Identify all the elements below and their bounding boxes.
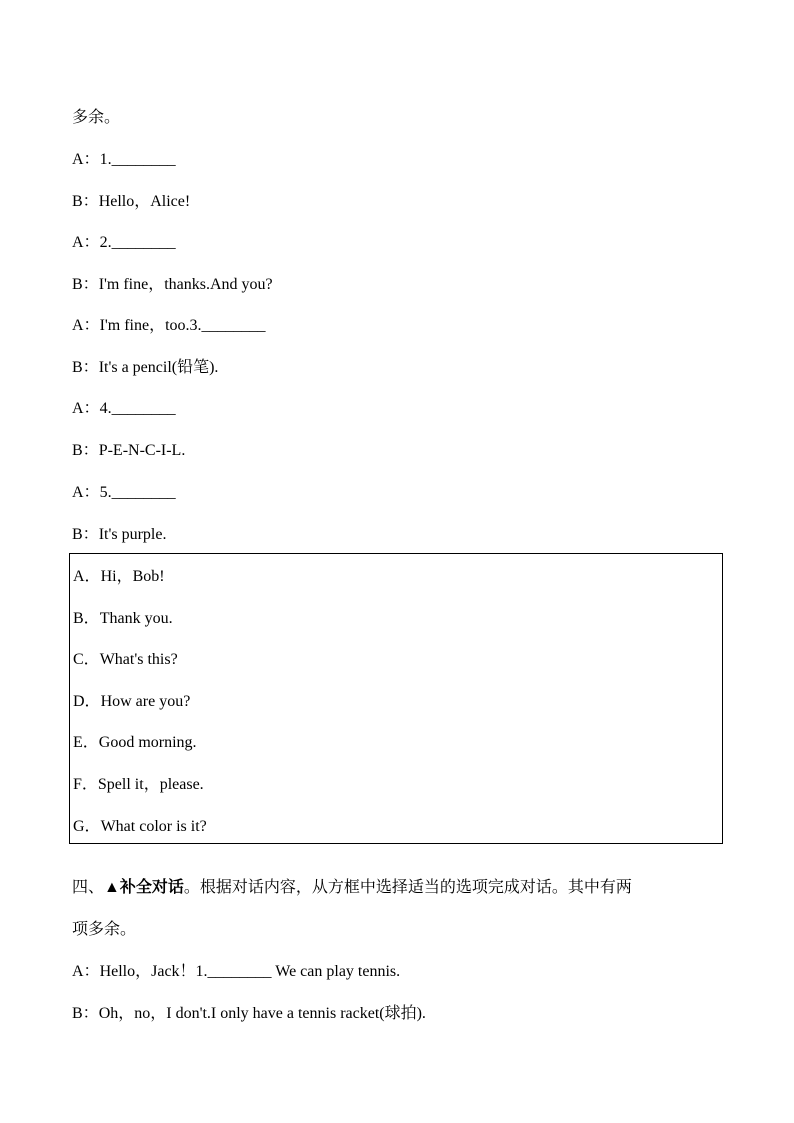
dialogue-line	[72, 358, 218, 378]
speaker-label: B：	[72, 526, 99, 543]
options-box	[69, 553, 723, 844]
section-heading	[72, 878, 632, 898]
option-letter: D．	[73, 693, 101, 710]
line-text: I'm fine，thanks.And you?	[98, 276, 273, 293]
option-text: What color is it?	[100, 818, 207, 835]
line-text: It's purple.	[98, 526, 167, 543]
option-item	[73, 775, 204, 795]
line-text: Hello，Alice!	[98, 193, 191, 210]
part3-tail: 多余。	[72, 109, 121, 126]
section-instruction-cont: 项多余。	[72, 921, 137, 938]
option-text: Hi，Bob!	[100, 568, 165, 585]
section-instruction: 。根据对话内容，从方框中选择适当的选项完成对话。其中有两	[183, 879, 632, 896]
option-letter: G．	[73, 818, 101, 835]
line-text: I'm fine，too.3.________	[99, 317, 266, 334]
dialogue-line	[72, 192, 190, 212]
speaker-label: B：	[72, 1005, 99, 1022]
line-text: Hello，Jack！1.________ We can play tennis.	[99, 963, 401, 980]
option-letter: C．	[73, 651, 100, 668]
line-text: It's a pencil(铅笔).	[98, 359, 219, 376]
dialogue-line	[72, 483, 176, 503]
speaker-label: A：	[72, 151, 100, 168]
dialogue-line	[72, 150, 176, 170]
option-item	[73, 567, 165, 587]
speaker-label: A：	[72, 963, 100, 980]
line-text: 4.________	[99, 400, 176, 417]
speaker-label: A：	[72, 400, 100, 417]
line-text: Oh，no，I don't.I only have a tennis racket(球拍).	[98, 1005, 426, 1022]
line-text: 5.________	[99, 484, 176, 501]
option-letter: B．	[73, 610, 100, 627]
dialogue-line	[72, 962, 400, 982]
dialogue-line	[72, 275, 273, 295]
dialogue-line	[72, 233, 176, 253]
dialogue-line	[72, 316, 266, 336]
line-text: 2.________	[99, 234, 176, 251]
line-text: P-E-N-C-I-L.	[98, 442, 186, 459]
speaker-label: B：	[72, 276, 99, 293]
speaker-label: A：	[72, 317, 100, 334]
dialogue-line	[72, 525, 166, 545]
dialogue-line	[72, 441, 185, 461]
option-item	[73, 692, 190, 712]
speaker-label: B：	[72, 359, 99, 376]
option-item	[73, 650, 178, 670]
speaker-label: A：	[72, 484, 100, 501]
option-letter: A．	[73, 568, 101, 585]
speaker-label: B：	[72, 193, 99, 210]
option-text: Thank you.	[99, 610, 173, 627]
option-item	[73, 817, 207, 837]
dialogue-line	[72, 1004, 426, 1024]
option-text: Good morning.	[98, 734, 197, 751]
option-item	[73, 733, 197, 753]
option-text: What's this?	[99, 651, 178, 668]
section-number: 四、	[72, 879, 105, 896]
option-text: How are you?	[100, 693, 191, 710]
speaker-label: B：	[72, 442, 99, 459]
line-text: 1.________	[99, 151, 176, 168]
speaker-label: A：	[72, 234, 100, 251]
dialogue-line	[72, 399, 176, 419]
option-text: Spell it，please.	[97, 776, 204, 793]
option-item	[73, 609, 173, 629]
option-letter: E．	[73, 734, 99, 751]
section-title: ▲补全对话	[104, 879, 184, 896]
option-letter: F．	[73, 776, 98, 793]
